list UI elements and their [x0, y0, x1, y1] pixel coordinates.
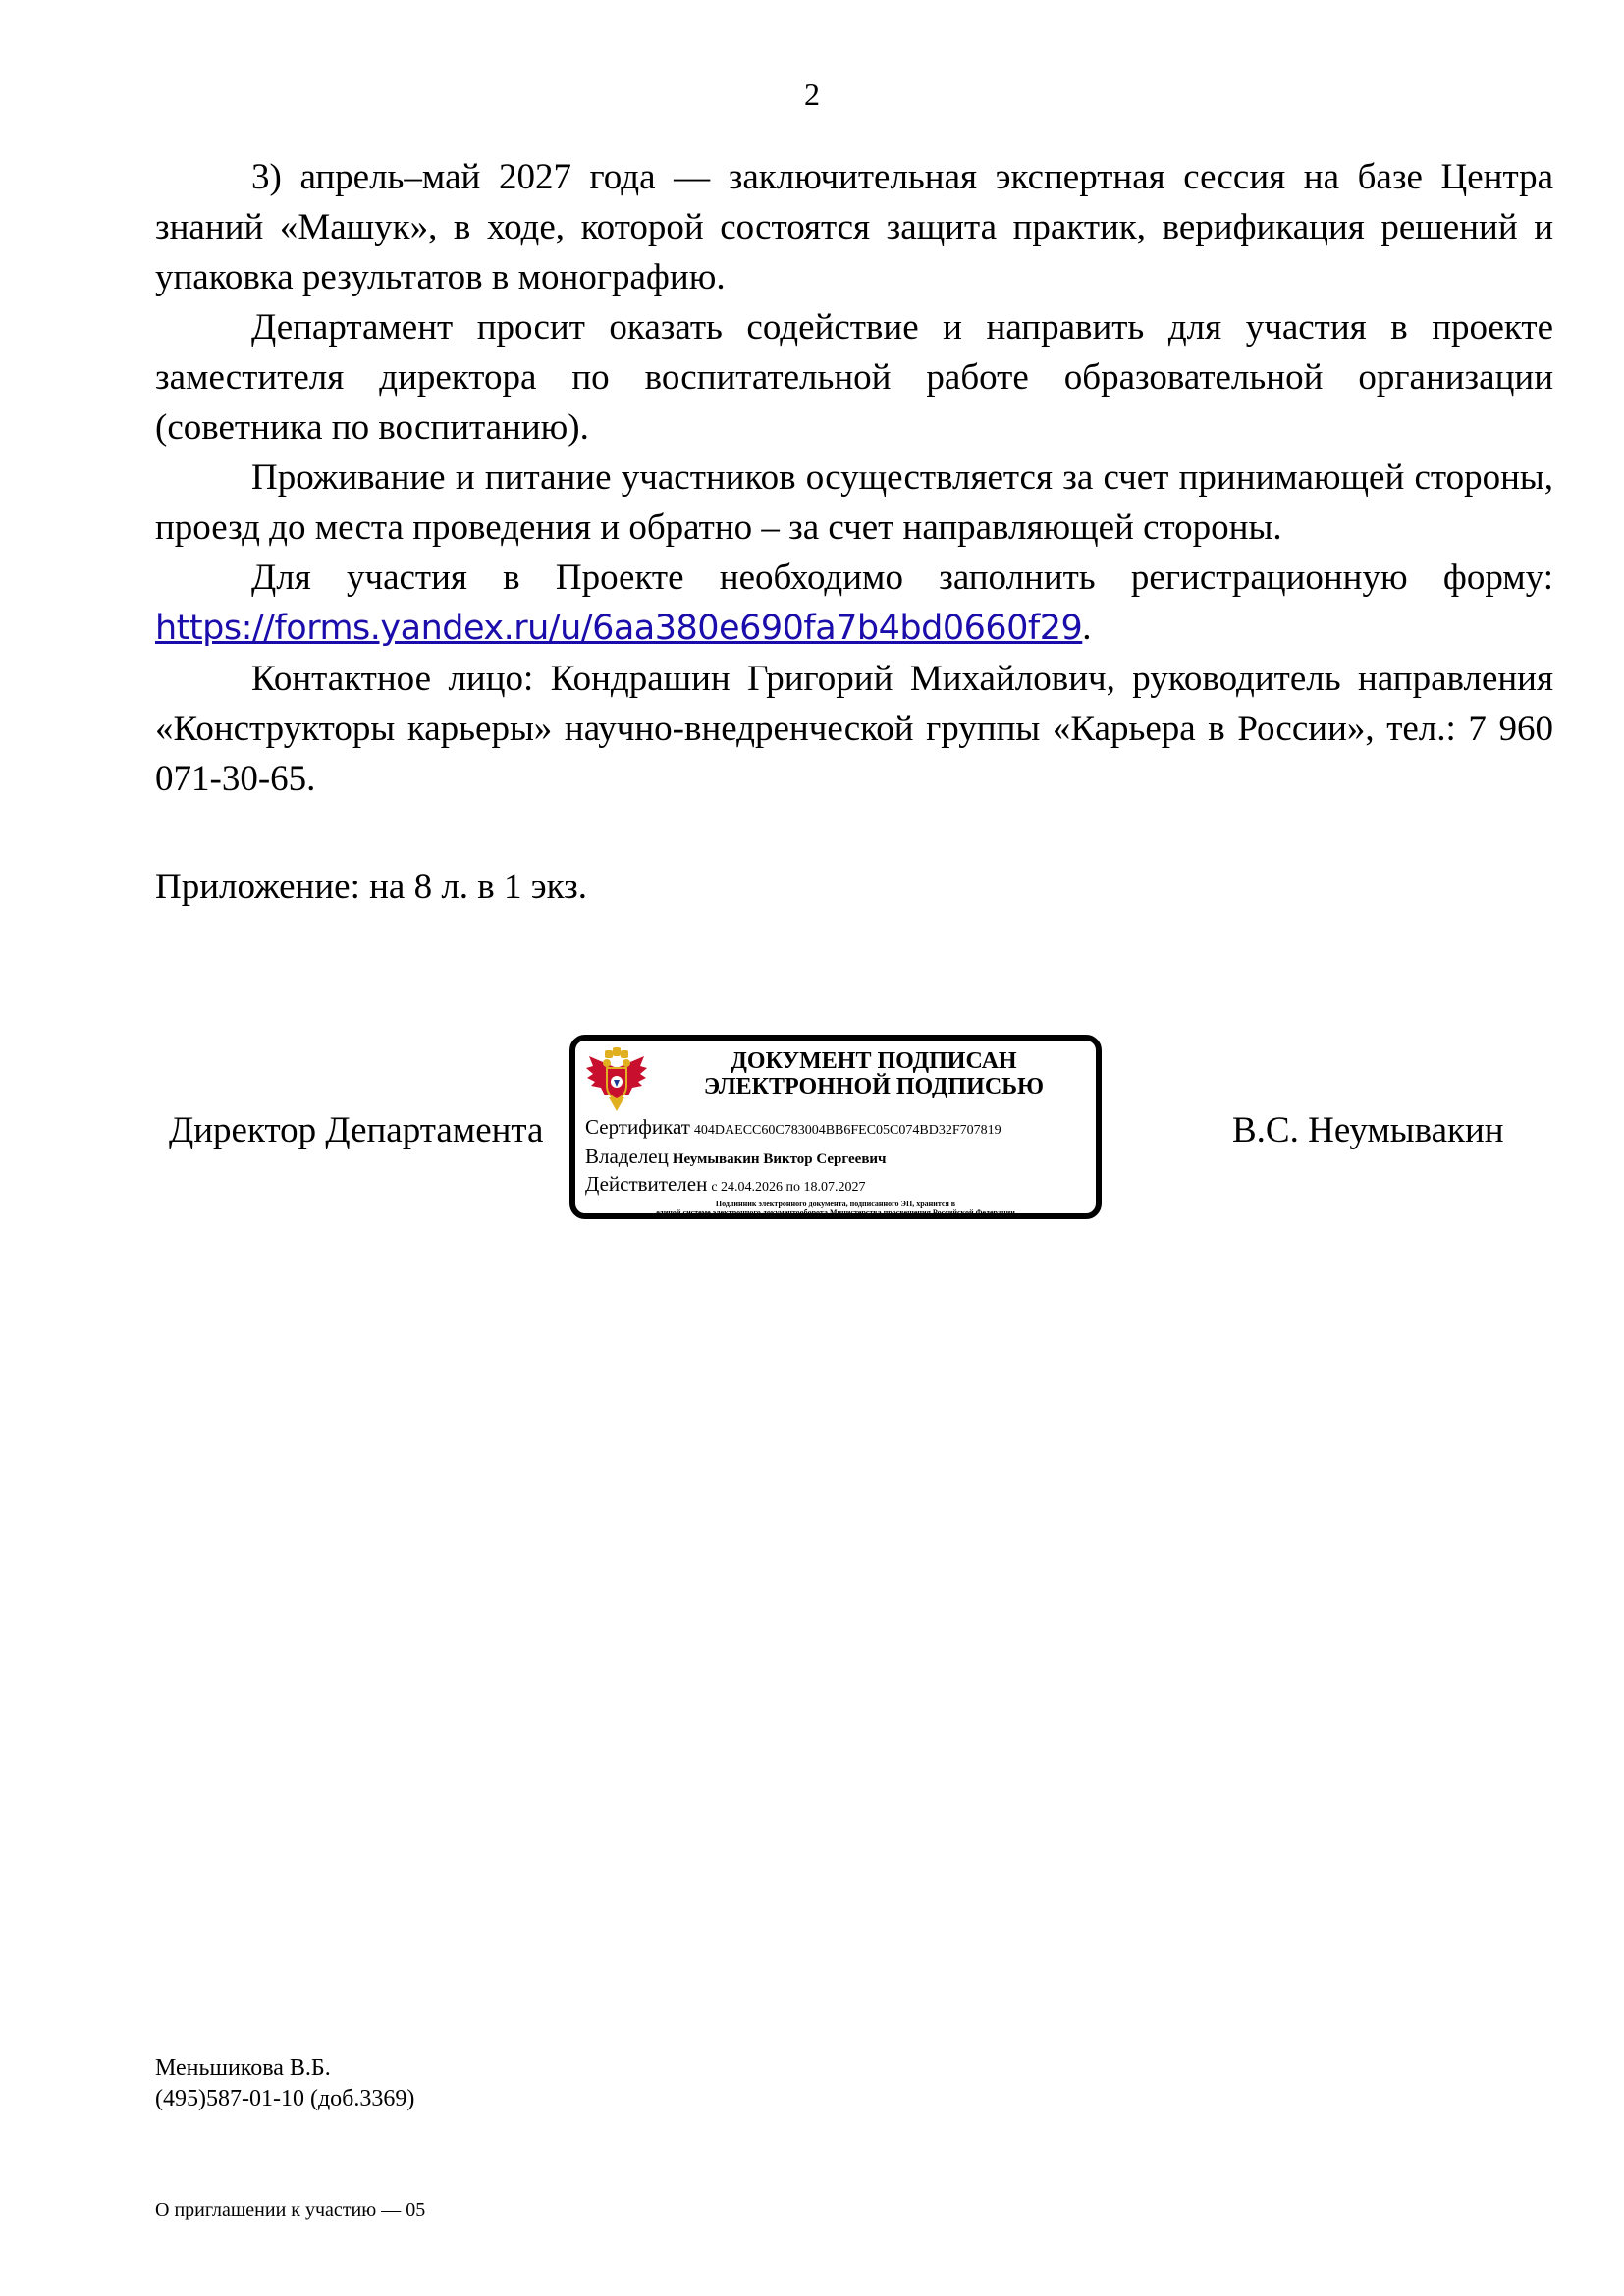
coat-of-arms-icon: [583, 1046, 650, 1115]
cert-label: Сертификат: [585, 1115, 690, 1139]
letter-body: [155, 152, 1553, 804]
registration-text: Для участия в Проекте необходимо заполнить регистрационную форму:: [251, 558, 1553, 598]
page-number: 2: [804, 77, 820, 112]
footer-note: О приглашении к участию — 05: [155, 2199, 426, 2220]
registration-end: .: [1082, 608, 1092, 648]
stamp-note-line2: единой системе электронного документооборота Министерства просвещения Российской Федерации: [656, 1208, 1015, 1217]
paragraph-schedule: 3) апрель–май 2027 года — заключительная экспертная сессия на базе Центра знаний «Машук», в ходе, которой состоятся защита практик, верификация решений и упаковка результатов в монографию.: [155, 157, 1553, 297]
signatory-name: В.С. Неумывакин: [1232, 1110, 1504, 1150]
paragraph-accommodation: Проживание и питание участников осуществляется за счет принимающей стороны, проезд до места проведения и обратно – за счет направляющей стороны.: [155, 457, 1553, 548]
e-signature-stamp: [569, 1035, 1102, 1219]
stamp-owner-row: [585, 1145, 887, 1169]
valid-label: Действителен: [585, 1172, 708, 1196]
stamp-cert-row: [585, 1115, 1001, 1140]
attachment-note: Приложение: на 8 л. в 1 экз.: [155, 867, 588, 907]
stamp-valid-row: [585, 1172, 866, 1197]
paragraph-registration: [155, 553, 1553, 654]
signatory-position: Директор Департамента: [169, 1110, 544, 1150]
stamp-note-line1: Подлинник электронного документа, подписанного ЭП, хранится в: [715, 1200, 956, 1208]
executor-phone: (495)587-01-10 (доб.3369): [155, 2086, 415, 2111]
stamp-title-line2: ЭЛЕКТРОННОЙ ПОДПИСЬЮ: [703, 1074, 1045, 1099]
stamp-title: [654, 1048, 1094, 1099]
valid-value: с 24.04.2026 по 18.07.2027: [711, 1180, 866, 1195]
stamp-note: [581, 1200, 1090, 1217]
stamp-title-line1: ДОКУМЕНТ ПОДПИСАН: [731, 1048, 1017, 1074]
owner-label: Владелец: [585, 1145, 669, 1168]
paragraph-request: Департамент просит оказать содействие и направить для участия в проекте заместителя директора по воспитательной работе образовательной организации (советника по воспитанию).: [155, 307, 1553, 448]
paragraph-contact: Контактное лицо: Кондрашин Григорий Михайлович, руководитель направления «Конструкторы карьеры» научно-внедренческой группы «Карьера в России», тел.: 7 960 071-30-65.: [155, 659, 1553, 799]
executor-block: [155, 2054, 414, 2114]
executor-name: Меньшикова В.Б.: [155, 2056, 331, 2081]
owner-value: Неумывакин Виктор Сергеевич: [672, 1151, 887, 1167]
cert-value: 404DAECC60C783004BB6FEC05C074BD32F707819: [693, 1123, 1001, 1138]
registration-link[interactable]: https://forms.yandex.ru/u/6aa380e690fa7b4bd0660f29: [155, 609, 1083, 648]
